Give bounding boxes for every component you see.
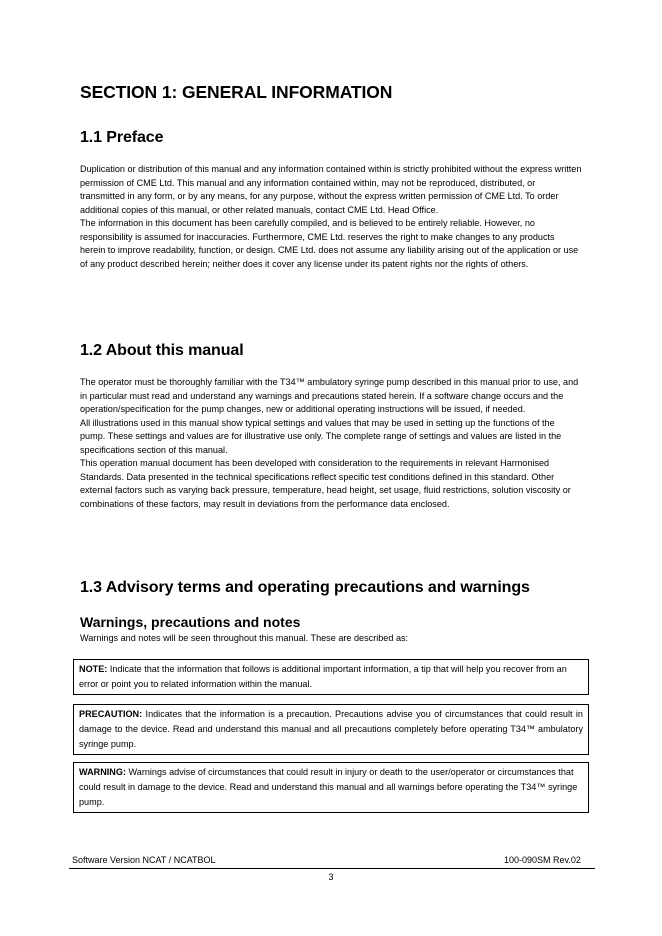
about-paragraph-3: This operation manual document has been developed with consideration to the requirements in relevant Harmonised Standards. Data presented in the technical specifications reflect specific test conditions defined in this standard. Other external factors such as varying back pressure, temperature, head height, set usage, fluid restrictions, solution viscosity or combinations of these factors, may result in deviations from the performance data enclosed. <box>80 458 571 509</box>
footer-software-version: Software Version NCAT / NCATBOL <box>72 855 216 865</box>
footer-divider <box>69 868 595 869</box>
page-number: 3 <box>328 872 334 882</box>
preface-paragraph-1: Duplication or distribution of this manual and any information contained within is strictly prohibited without the express written permission of CME Ltd. This manual and any information contained within, may not be reproduced, distributed, or transmitted in any form, or by any means, for any purpose, without the express written permission of CME Ltd. To order additional copies of this manual, or other related manuals, contact CME Ltd. Head Office. <box>80 164 582 215</box>
about-paragraph-1: The operator must be thoroughly familiar with the T34™ ambulatory syringe pump described in this manual prior to use, and in particular must read and understand any warnings and precautions stated herein. If a software change occurs and the operation/specification for the pump changes, new or additional operating instructions will be issued, if needed. <box>80 377 579 414</box>
preface-body <box>80 163 582 271</box>
about-body <box>80 376 582 511</box>
warning-text: Warnings advise of circumstances that could result in injury or death to the user/operator or circumstances that could result in damage to the device. Read and understand this manual and all warnings before operating the T34™ syringe pump. <box>79 767 578 807</box>
precaution-box <box>73 704 589 755</box>
note-text: Indicate that the information that follows is additional important information, a tip that will help you recover from an error or point you to related information within the manual. <box>79 664 567 689</box>
section-title: SECTION 1: GENERAL INFORMATION <box>80 82 393 102</box>
advisory-heading: 1.3 Advisory terms and operating precautions and warnings <box>80 579 530 596</box>
advisory-subheading: Warnings, precautions and notes <box>80 614 301 630</box>
about-paragraph-2: All illustrations used in this manual show typical settings and values that may be used in setting up the functions of the pump. These settings and values are for illustrative use only. The complete range of settings and values are listed in the specifications section of this manual. <box>80 417 562 455</box>
precaution-text: Indicates that the information is a precaution. Precautions advise you of circumstances that could result in damage to the device. Read and understand this manual and all precautions completely before operating T34™ ambulatory syringe pump. <box>79 709 583 749</box>
warning-label: WARNING: <box>79 767 126 777</box>
note-label: NOTE: <box>79 664 108 674</box>
warning-box <box>73 762 589 813</box>
preface-paragraph-2: The information in this document has been carefully compiled, and is believed to be entirely reliable. However, no responsibility is assumed for inaccuracies. Furthermore, CME Ltd. reserves the right to make changes to any products herein to improve readability, function, or design. CME Ltd. does not assume any liability arising out of the application or use of any product described herein; neither does it cover any license under its patent rights nor the rights of others. <box>80 218 579 269</box>
advisory-intro: Warnings and notes will be seen throughout this manual. These are described as: <box>80 633 409 643</box>
about-heading: 1.2 About this manual <box>80 342 244 359</box>
preface-heading: 1.1 Preface <box>80 129 164 146</box>
precaution-label: PRECAUTION: <box>79 709 143 719</box>
footer-document-number: 100-090SM Rev.02 <box>504 855 581 865</box>
note-box <box>73 659 589 695</box>
